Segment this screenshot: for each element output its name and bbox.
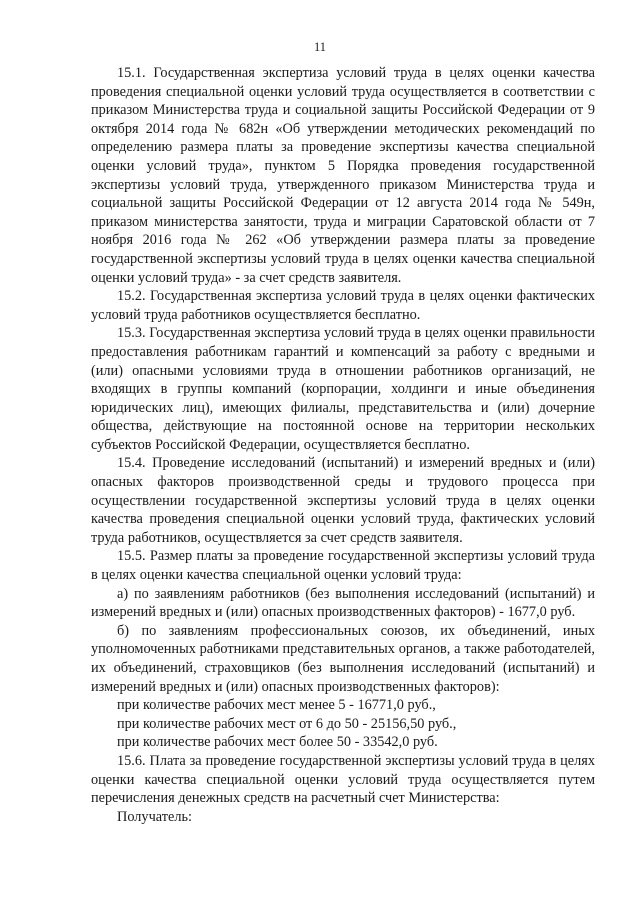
paragraph-15-3: 15.3. Государственная экспертиза условий труда в целях оценки правильности предоставления работникам гарантий и компенсаций за работу с вредными и (или) опасными условиями труда в отношении работников организаций, не входящих в группы компаний (корпорации, холдинги и иные объединения юридических лиц), имеющих филиалы, представительства и (или) дочерние общества, действующие на постоянной основе на территории нескольких субъектов Российской Федерации, осуществляется бесплатно. (91, 325, 595, 453)
paragraph-15-4: 15.4. Проведение исследований (испытаний) и измерений вредных и (или) опасных факторов производственной среды и трудового процесса при осуществлении государственной экспертизы условий труда в целях оценки качества проведения специальной оценки условий труда, фактических условий труда работников, осуществляется за счет средств заявителя. (91, 455, 595, 546)
paragraph-15-5: 15.5. Размер платы за проведение государственной экспертизы условий труда в целях оценки качества специальной оценки условий труда: (91, 548, 595, 584)
document-body (91, 64, 595, 826)
paragraph-15-6: 15.6. Плата за проведение государственной экспертизы условий труда в целях оценки качества специальной оценки условий труда осуществляется путем перечисления денежных средств на расчетный счет Министерства: (91, 752, 595, 807)
page-number: 11 (313, 40, 327, 54)
fee-line-under-5: при количестве рабочих мест менее 5 - 16771,0 руб., (117, 697, 436, 714)
recipient-label: Получатель: (117, 808, 192, 825)
paragraph-15-5-b: б) по заявлениям профессиональных союзов, их объединений, иных уполномоченных работниками представительных органов, а также работодателей, их объединений, страховщиков (без выполнения исследований (испытаний) и измерений вредных и (или) опасных производственных факторов): (91, 622, 595, 695)
fee-line-6-to-50: при количестве рабочих мест от 6 до 50 - 25156,50 руб., (117, 715, 457, 732)
paragraph-15-5-a: а) по заявлениям работников (без выполнения исследований (испытаний) и измерений вредных и (или) опасных производственных факторов) - 1677,0 руб. (91, 585, 595, 621)
paragraph-15-1: 15.1. Государственная экспертиза условий труда в целях оценки качества проведения специальной оценки условий труда осуществляется в соответствии с приказом Министерства труда и социальной защиты Российской Федерации от 9 октября 2014 года № 682н «Об утверждении методических рекомендаций по определению размера платы за проведение экспертизы качества специальной оценки условий труда», пунктом 5 Порядка проведения государственной экспертизы условий труда, утвержденного приказом Министерства труда и социальной защиты Российской Федерации от 12 августа 2014 года № 549н, приказом министерства занятости, труда и миграции Саратовской области от 7 ноября 2016 года № 262 «Об утверждении размера платы за проведение государственной экспертизы условий труда в целях оценки качества специальной оценки условий труда» - за счет средств заявителя. (91, 65, 595, 286)
fee-line-over-50: при количестве рабочих мест более 50 - 33542,0 руб. (117, 734, 438, 751)
paragraph-15-2: 15.2. Государственная экспертиза условий труда в целях оценки фактических условий труда работников осуществляется бесплатно. (91, 288, 595, 323)
